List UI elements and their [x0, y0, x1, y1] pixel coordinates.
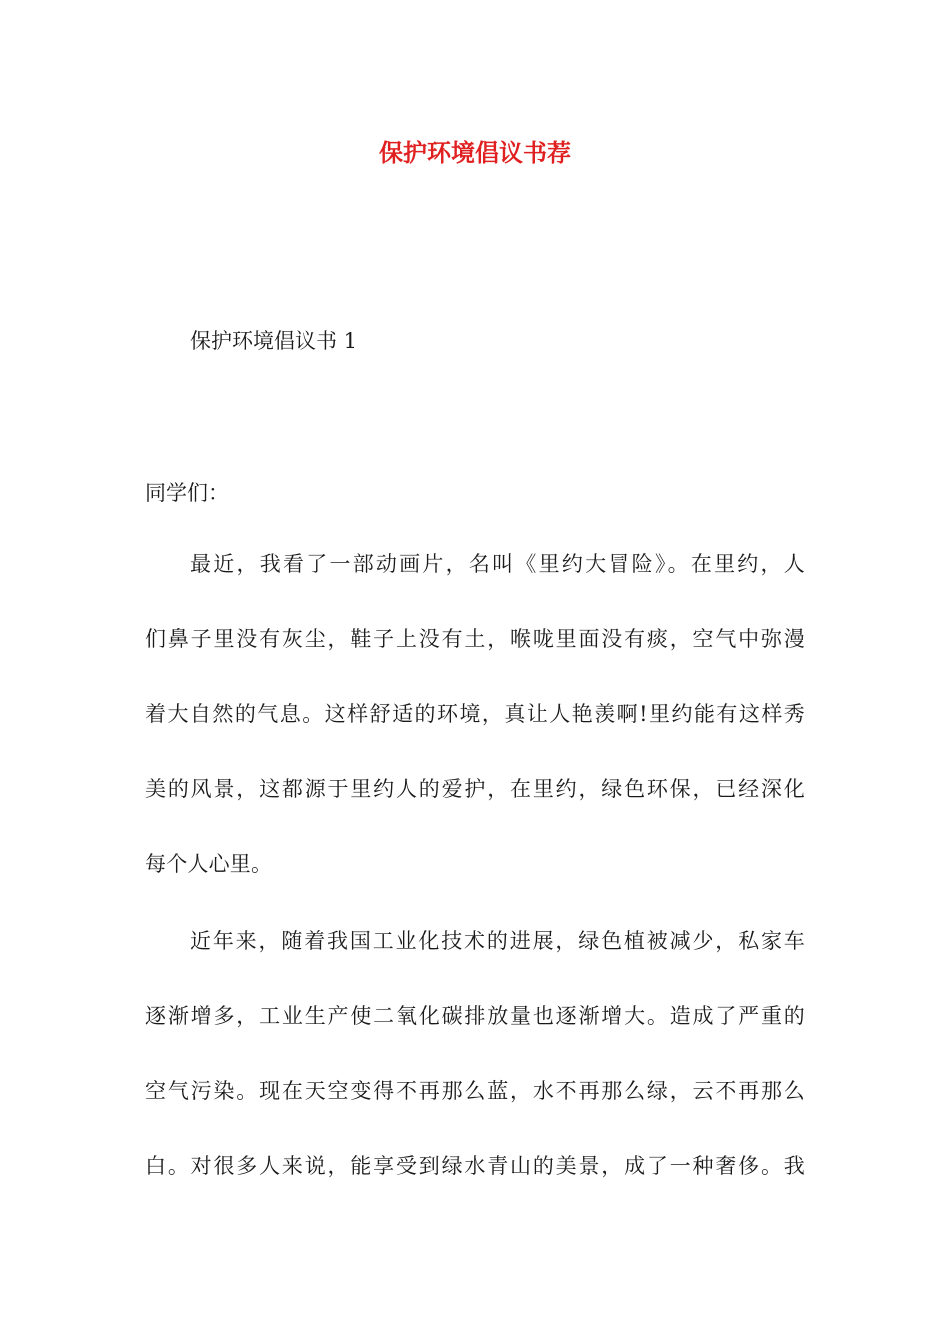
greeting: 同学们： [145, 481, 229, 505]
paragraph-2 [145, 922, 805, 1222]
paragraph-line: 每个人心里。 [145, 852, 273, 876]
paragraph-line: 逐渐增多，工业生产使二氧化碳排放量也逐渐增大。造成了严重的 [145, 1004, 805, 1028]
document-title: 保护环境倡议书荐 [379, 138, 571, 167]
paragraph-1 [145, 545, 805, 920]
paragraph-line: 空气污染。现在天空变得不再那么蓝，水不再那么绿，云不再那么 [145, 1079, 805, 1103]
paragraph-line: 美的风景，这都源于里约人的爱护，在里约，绿色环保，已经深化 [145, 777, 805, 801]
paragraph-line: 们鼻子里没有灰尘，鞋子上没有土，喉咙里面没有痰，空气中弥漫 [145, 627, 805, 651]
section-heading: 保护环境倡议书 1 [190, 329, 358, 353]
paragraph-line: 近年来，随着我国工业化技术的进展，绿色植被减少，私家车 [190, 929, 805, 953]
paragraph-line: 着大自然的气息。这样舒适的环境，真让人艳羡啊!里约能有这样秀 [145, 702, 805, 726]
paragraph-line: 最近，我看了一部动画片，名叫《里约大冒险》。在里约，人 [190, 552, 805, 576]
paragraph-line: 白。对很多人来说，能享受到绿水青山的美景，成了一种奢侈。我 [145, 1154, 805, 1178]
